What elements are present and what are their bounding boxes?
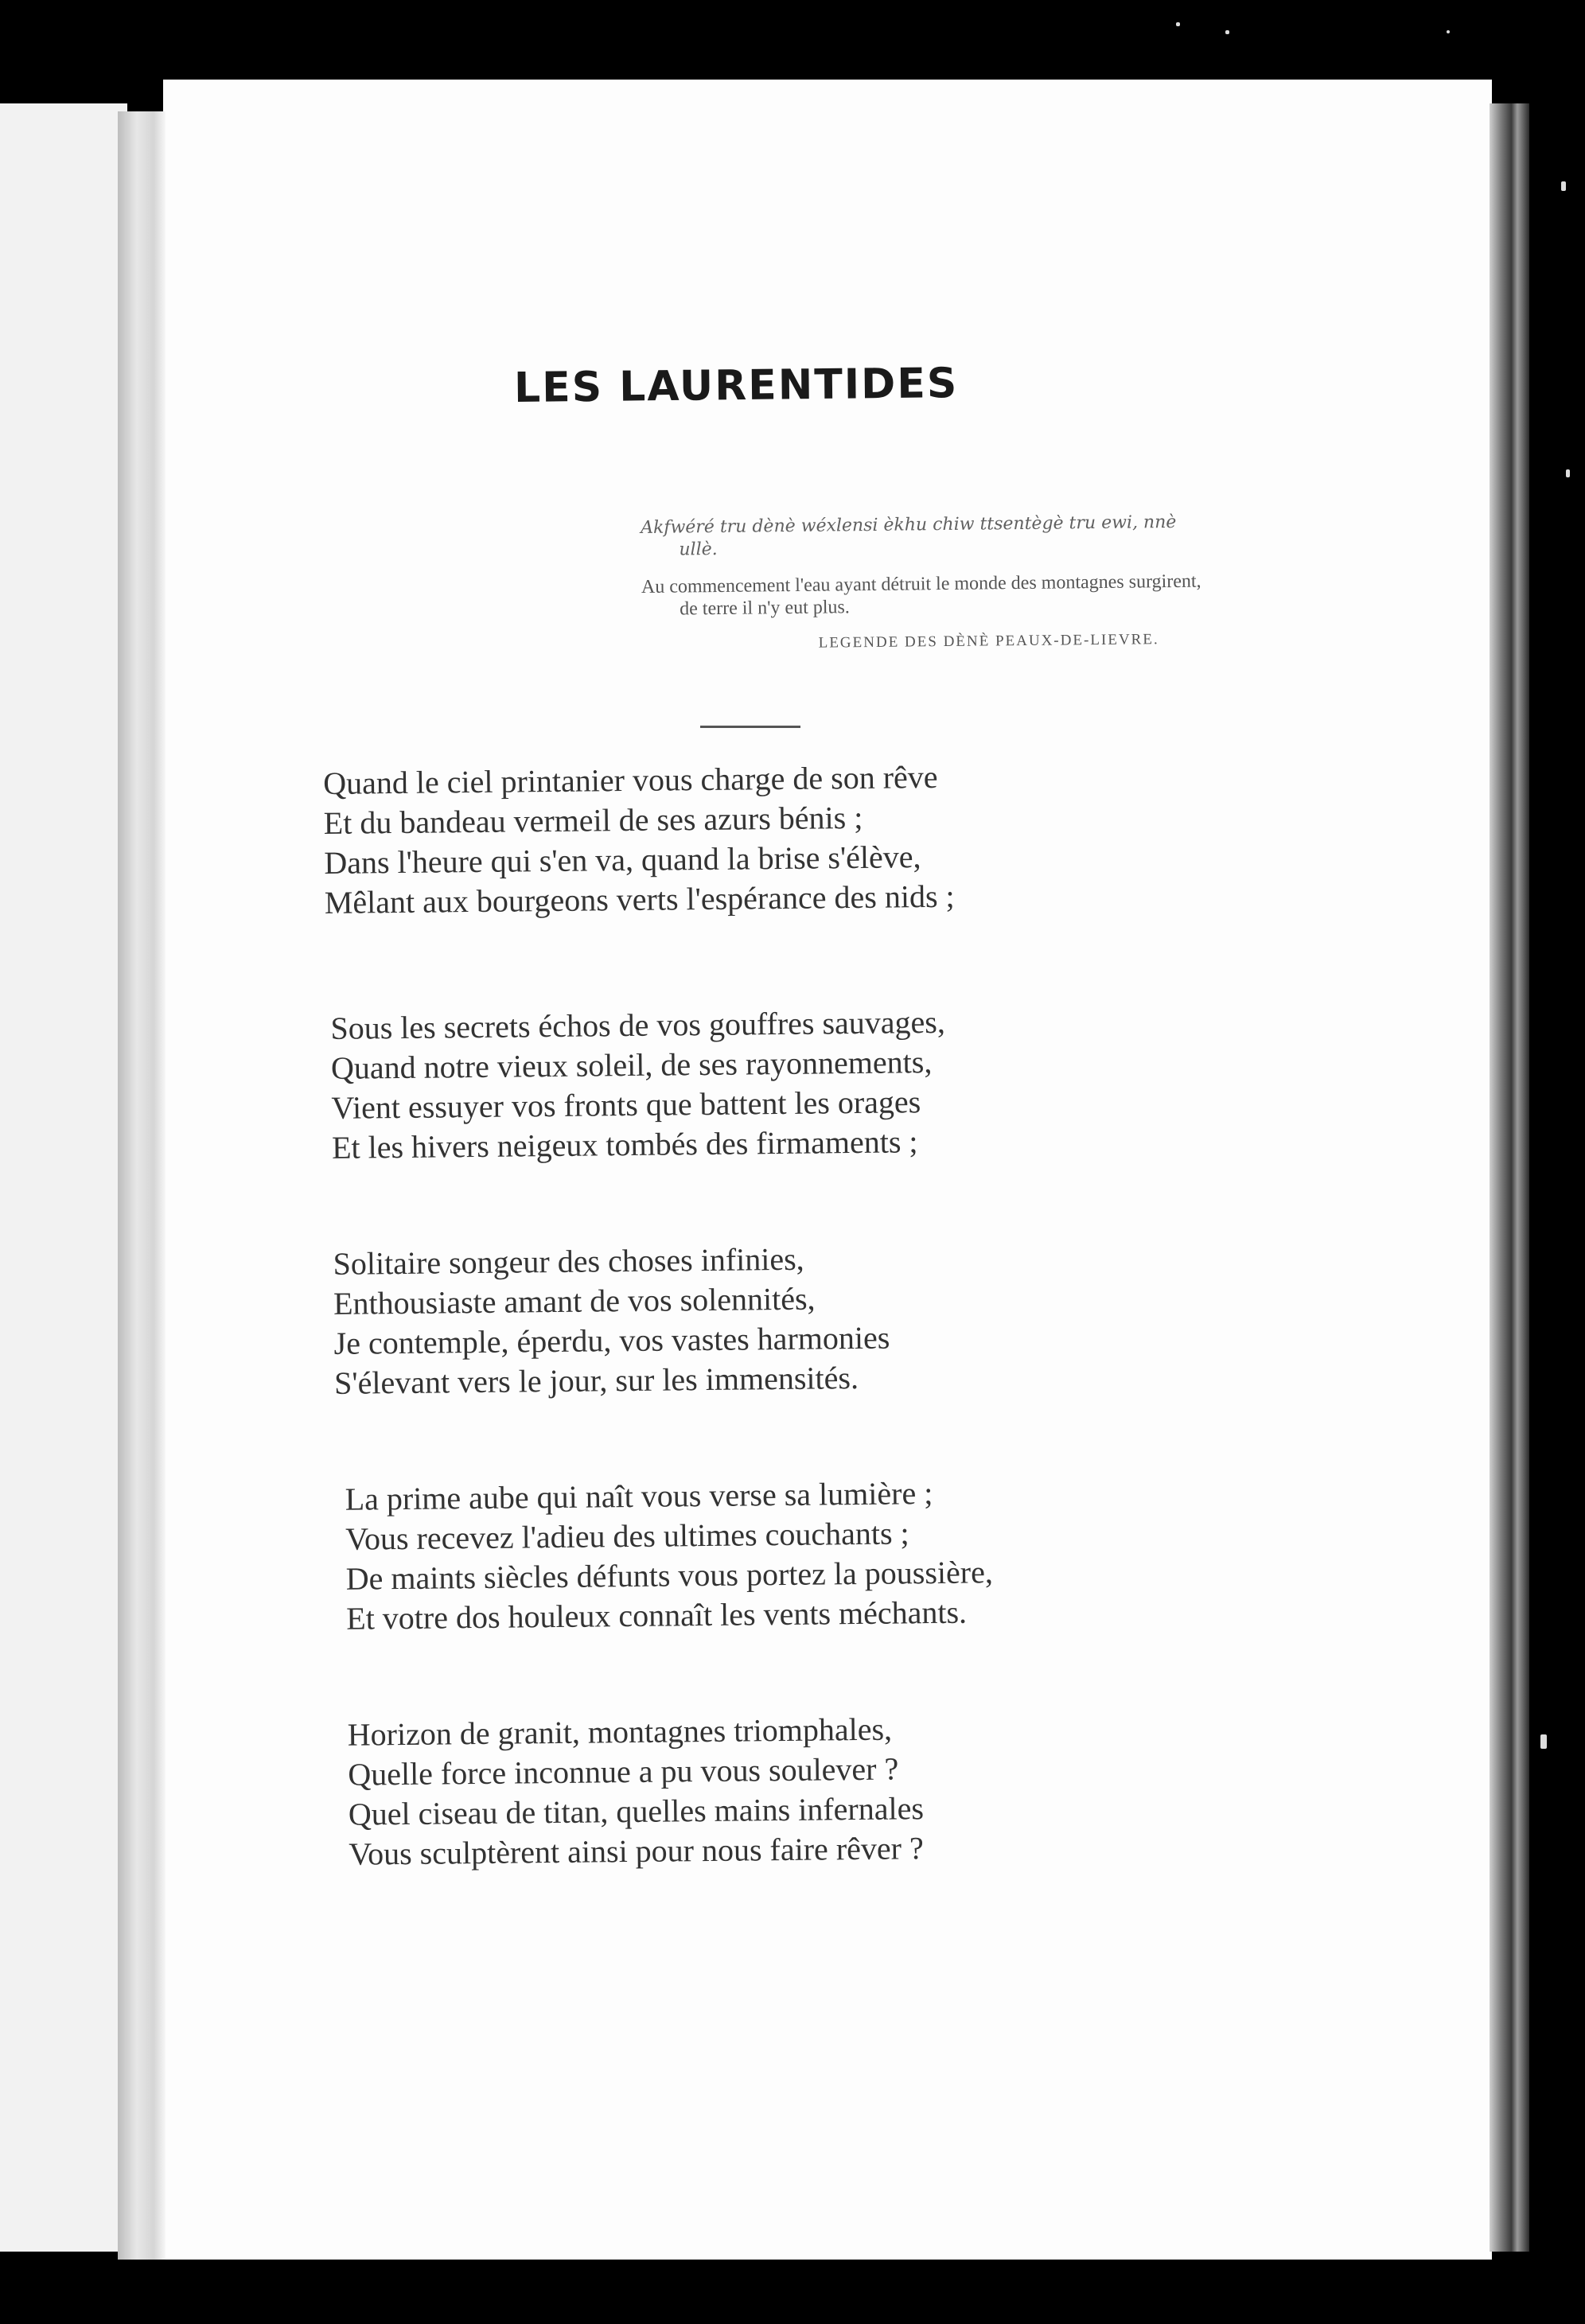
poem-line: De maints siècles défunts vous portez la poussière, (345, 1554, 994, 1597)
poem-line: Quel ciseau de titan, quelles mains infernales (348, 1790, 925, 1832)
scan-speck (1447, 30, 1450, 33)
scan-speck (1561, 181, 1566, 191)
poem-line: Vient essuyer vos fronts que battent les orages (331, 1084, 921, 1126)
poem-line: Et votre dos houleux connaît les vents méchants. (346, 1594, 968, 1637)
poem-line: Solitaire songeur des choses infinies, (333, 1240, 804, 1282)
stanza (333, 1706, 1210, 1874)
scan-speck (1566, 469, 1570, 477)
poem-title: LES LAURENTIDES (513, 360, 959, 412)
epigraph-french-text: Au commencement l'eau ayant détruit le monde des montagnes surgirent, de terre il n'y eut plus. (641, 570, 1201, 620)
scan-speck (1225, 30, 1229, 34)
poem-body (323, 754, 1211, 1950)
poem-line: Horizon de granit, montagnes triomphales, (347, 1711, 893, 1753)
scan-speck (1176, 22, 1180, 26)
poem-line: Vous sculptèrent ainsi pour nous faire rêver ? (349, 1830, 924, 1872)
poem-line: Dans l'heure qui s'en va, quand la brise s'élève, (324, 839, 921, 881)
scan-speck (1540, 1734, 1547, 1749)
stanza (323, 754, 1200, 923)
poem-line: S'élevant vers le jour, sur les immensités. (333, 1359, 859, 1401)
stanza (325, 999, 1202, 1168)
poem-line: La prime aube qui naît vous verse sa lumière ; (345, 1475, 933, 1517)
epigraph (641, 511, 1215, 654)
poem-line: Mêlant aux bourgeons verts l'espérance des nids ; (324, 878, 955, 921)
poem-line: Je contemple, éperdu, vos vastes harmonies (333, 1319, 890, 1361)
poem-line: Vous recevez l'adieu des ultimes couchants ; (345, 1515, 909, 1557)
book-gutter (118, 111, 166, 2260)
poem-line: Quand notre vieux soleil, de ses rayonnements, (330, 1044, 933, 1086)
title-divider-rule (700, 726, 800, 728)
epigraph-native-text: Akfwéré tru dènè wéxlensi èkhu chiw ttsentègè tru ewi, nnè ullè. (641, 512, 1177, 560)
poem-line: Et les hivers neigeux tombés des firmaments ; (331, 1123, 918, 1166)
stanza (328, 1235, 1205, 1403)
epigraph-source: LEGENDE DES DÈNÈ PEAUX-DE-LIEVRE. (818, 631, 1159, 652)
poem-line: Sous les secrets échos de vos gouffres sauvages, (330, 1003, 946, 1046)
stanza (330, 1470, 1207, 1639)
poem-line: Et du bandeau vermeil de ses azurs bénis ; (323, 799, 863, 841)
poem-line: Quelle force inconnue a pu vous soulever ? (348, 1750, 899, 1793)
poem-line: Enthousiaste amant de vos solennités, (333, 1280, 816, 1322)
page-edges-stack (1490, 103, 1529, 2252)
poem-line: Quand le ciel printanier vous charge de son rêve (323, 758, 938, 801)
left-page-edge (0, 103, 127, 2252)
